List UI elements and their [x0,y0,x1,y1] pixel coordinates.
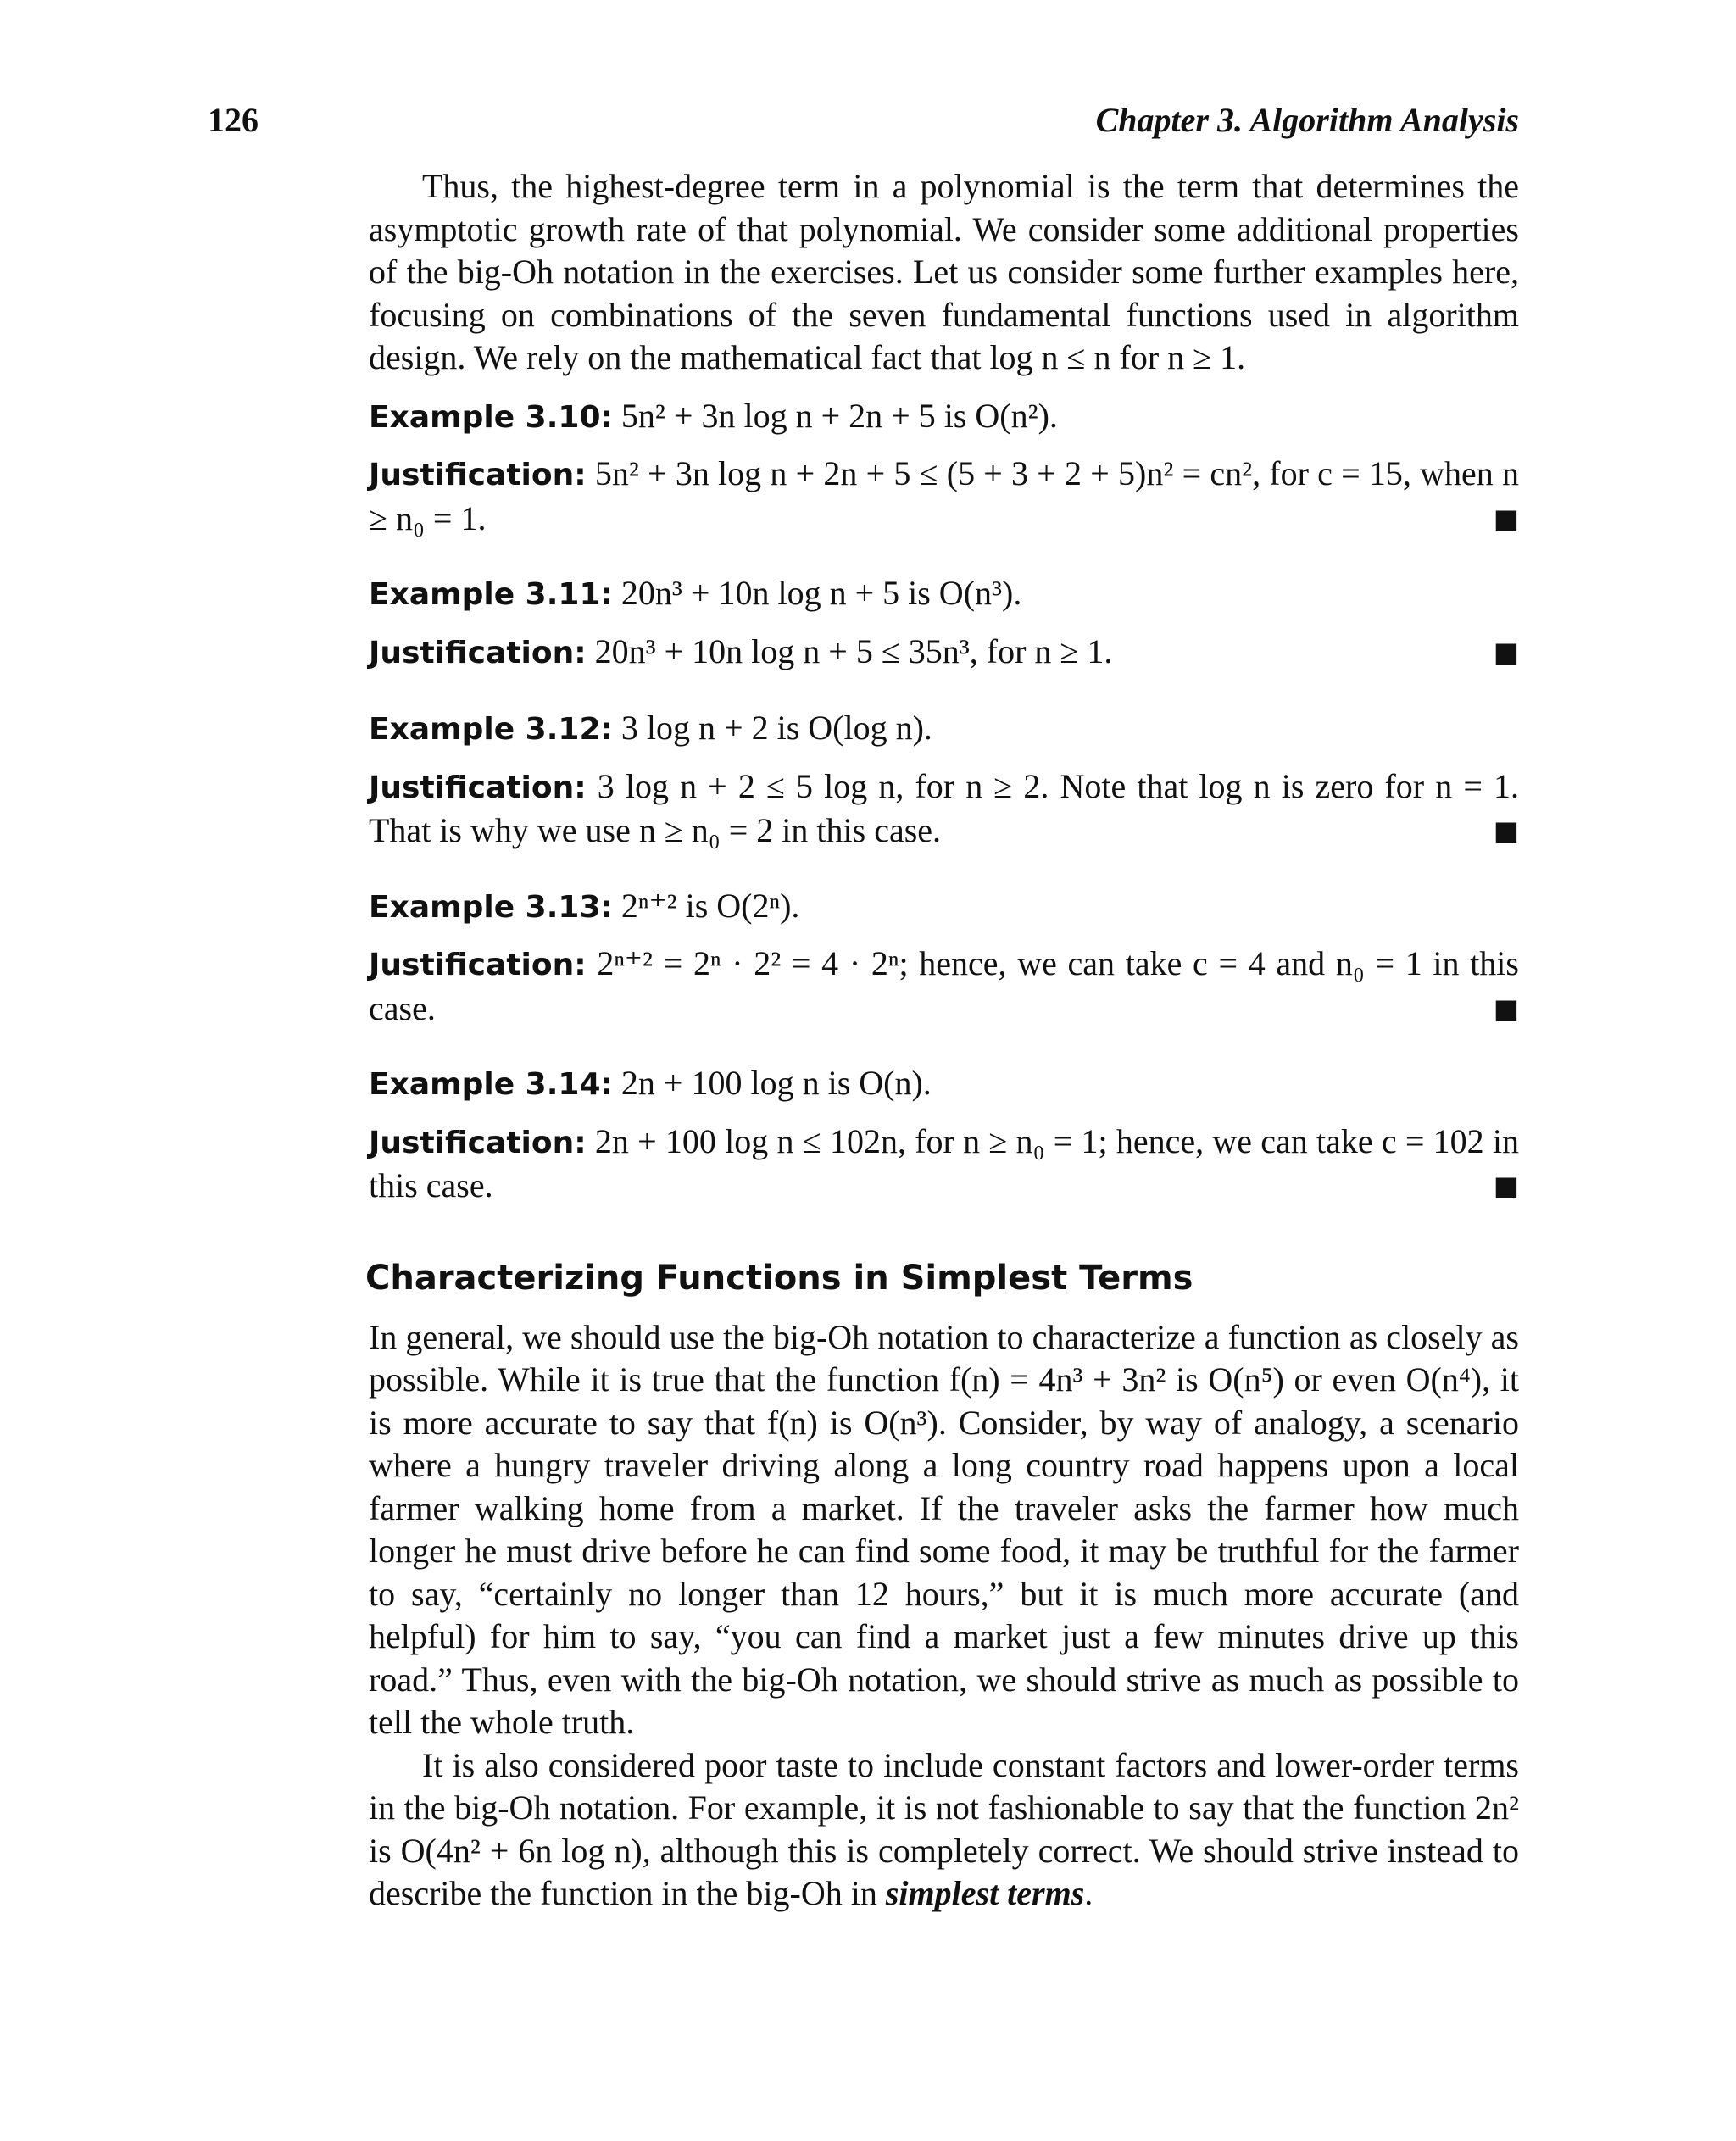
example-3-14 [369,1062,1519,1208]
example-label: Example 3.14: [369,1067,613,1102]
qed-icon: ■ [1493,502,1519,535]
justification-text: 3 log n + 2 ≤ 5 log n, for n ≥ 2. Note that log n is zero for n = 1. That is why we use n ≥ n₀ = 2 in this case. [369,766,1519,849]
justification-text: 5n² + 3n log n + 2n + 5 ≤ (5 + 3 + 2 + 5)n² = cn², for c = 15, when n ≥ n₀ = 1. [369,454,1519,537]
justification-label: Justification: [369,770,587,805]
justification-label: Justification: [369,635,587,670]
paragraph-2-end: . [1084,1874,1093,1912]
example-statement: 5n² + 3n log n + 2n + 5 is O(n²). [620,396,1058,435]
simplest-terms-emphasis: simplest terms [885,1874,1085,1912]
qed-icon: ■ [1493,635,1519,668]
section-heading: Characterizing Functions in Simplest Terms [365,1258,1194,1298]
example-3-12 [369,707,1519,853]
example-statement: 20n³ + 10n log n + 5 is O(n³). [620,574,1022,612]
intro-paragraph: Thus, the highest-degree term in a polynomial is the term that determines the asymptotic growth rate of that polynomial. We consider some additional properties of the big-Oh notation in the exercises. Let us consider some further examples here, focusing on combinations of the seven fundamental functions used in algorithm design. We rely on the mathematical fact that log n ≤ n for n ≥ 1. [369,167,1519,376]
example-3-13 [369,885,1519,1031]
example-label: Example 3.13: [369,889,613,925]
section-paragraph-2 [369,1744,1519,1916]
justification-text: 2ⁿ⁺² = 2ⁿ · 2² = 4 · 2ⁿ; hence, we can take c = 4 and n₀ = 1 in this case. [369,944,1519,1027]
section-paragraph-1: In general, we should use the big-Oh notation to characterize a function as closely as possible. While it is true that the function f(n) = 4n³ + 3n² is O(n⁵) or even O(n⁴), it is more accurate to say that f(n) is O(n³). Consider, by way of analogy, a scenario where a hungry traveler driving along a long country road happens upon a local farmer walking home from a market. If the traveler asks the farmer how much longer he must drive before he can find some food, it may be truthful for the farmer to say, “certainly no longer than 12 hours,” but it is much more accurate (and helpful) for him to say, “you can find a market just a few minutes drive up this road.” Thus, even with the big-Oh notation, we should strive as much as possible to tell the whole truth. [369,1317,1519,1741]
page-body [365,165,1520,1916]
page-number: 126 [208,101,259,139]
example-statement: 3 log n + 2 is O(log n). [620,709,932,747]
justification-label: Justification: [369,1125,587,1160]
example-label: Example 3.12: [369,712,613,747]
justification-text: 2n + 100 log n ≤ 102n, for n ≥ n₀ = 1; hence, we can take c = 102 in this case. [369,1121,1520,1204]
qed-icon: ■ [1493,992,1519,1025]
example-label: Example 3.11: [369,577,613,612]
example-label: Example 3.10: [369,399,613,435]
justification-label: Justification: [369,948,587,982]
qed-icon: ■ [1493,815,1519,847]
justification-label: Justification: [369,458,587,492]
justification-text: 20n³ + 10n log n + 5 ≤ 35n³, for n ≥ 1. [594,631,1113,670]
example-statement: 2n + 100 log n is O(n). [620,1064,932,1102]
qed-icon: ■ [1493,1170,1519,1202]
example-statement: 2ⁿ⁺² is O(2ⁿ). [620,886,800,925]
example-3-11 [369,572,1519,675]
paragraph-2-text: It is also considered poor taste to include constant factors and lower-order terms in the big-Oh notation. For example, it is not fashionable to say that the function 2n² is O(4n² + 6n log n), although this is completely correct. We should strive instead to describe the function in the big-Oh in [369,1745,1519,1912]
chapter-title: Chapter 3. Algorithm Analysis [1095,101,1519,139]
example-3-10 [369,395,1519,541]
